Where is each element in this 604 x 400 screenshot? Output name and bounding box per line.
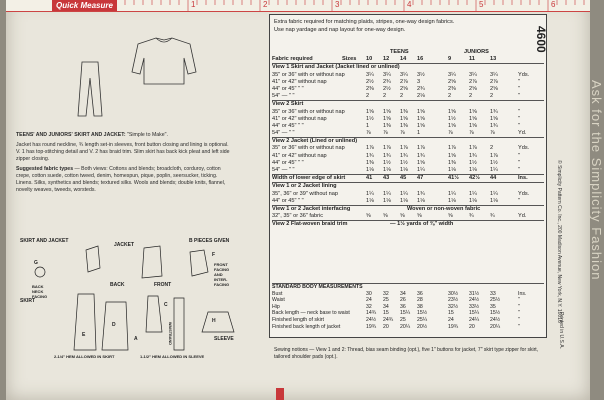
unit-label: ": [518, 316, 520, 323]
intro-line-2: Use nap yardage and nap layout for one-way design.: [274, 26, 406, 33]
yardage-value: 2: [448, 93, 452, 100]
yardage-value: 1⅝: [383, 115, 391, 122]
yardage-value: 1¼: [366, 190, 374, 197]
std-value: 20: [383, 323, 389, 330]
size-header: 16: [417, 56, 424, 63]
sizes-label: Sizes: [342, 56, 357, 63]
yardage-value: 1⅛: [400, 167, 408, 173]
yardage-value: 1¾: [490, 122, 498, 129]
yardage-value: 1⅜: [383, 122, 391, 129]
yardage-row: [272, 93, 544, 100]
std-value: 19¾: [448, 323, 459, 330]
std-value: 31½: [469, 290, 480, 297]
size-header: 9: [448, 56, 452, 63]
yardage-value: ⅝: [400, 213, 405, 220]
yardage-value: ¾: [490, 213, 495, 220]
yardage-value: 1½: [448, 115, 456, 122]
section-title-text: View 1 or 2 Jacket interfacing: [272, 205, 351, 212]
fabric-required-label: Fabric required: [272, 56, 313, 63]
yardage-row: [272, 109, 544, 116]
pattern-pieces-diagram: [14, 232, 244, 362]
yardage-value: 3: [417, 78, 421, 85]
yardage-value: 2⅜: [448, 85, 456, 92]
yardage-value: ⅝: [366, 213, 371, 220]
fabrics-heading: Suggested fabric types: [16, 166, 74, 172]
yardage-value: 1: [417, 130, 421, 137]
std-row: [272, 310, 544, 317]
yardage-value: 1⅛: [417, 197, 425, 204]
std-label: Finished back length of jacket: [272, 323, 341, 330]
row-label: Width of lower edge of skirt: [272, 175, 346, 182]
section-title: [272, 220, 544, 228]
unit-label: ": [518, 159, 520, 166]
yardage-value: 1¼: [490, 167, 498, 173]
unit-label: ": [518, 167, 520, 173]
ruler-label: Quick Measure: [52, 0, 117, 11]
yardage-value: 1⅞: [490, 152, 498, 159]
yardage-value: 1⅛: [469, 197, 477, 204]
description-block: [16, 132, 234, 197]
std-value: 25: [383, 297, 389, 304]
ruler-mark-bottom: [276, 388, 284, 400]
yardage-value: 3¼: [366, 71, 374, 78]
yardage-value: 2: [366, 93, 370, 100]
label-h: H: [212, 318, 216, 324]
row-label: 54" — " ": [272, 130, 295, 137]
label-back: BACK: [110, 282, 125, 288]
row-label: 54" — " ": [272, 167, 295, 173]
yardage-value: ⅞: [490, 130, 495, 137]
unit-label: Ins.: [518, 175, 528, 182]
ruler-number: 1: [191, 0, 196, 9]
yardage-value: 1¾: [417, 190, 425, 197]
yardage-intro: [274, 19, 542, 34]
yardage-value: 1⅝: [469, 122, 477, 129]
yardage-row: [272, 160, 544, 167]
yardage-value: 2⅝: [469, 85, 477, 92]
yardage-value: 1½: [400, 159, 408, 166]
width-value: 42½: [469, 175, 480, 182]
yardage-value: 1⅛: [448, 197, 456, 204]
unit-label: Ins.: [518, 290, 527, 297]
yardage-value: 1¾: [400, 152, 408, 159]
group-header-row: [272, 49, 544, 56]
yardage-value: 3¼: [490, 71, 498, 78]
quick-measure-ruler: [6, 0, 590, 12]
std-label: Waist: [272, 297, 285, 304]
yardage-row: [272, 145, 544, 152]
yardage-row: [272, 213, 544, 220]
std-value: 15: [448, 310, 454, 317]
std-value: 35: [490, 303, 496, 310]
std-value: 33: [490, 290, 496, 297]
yardage-value: 1⅝: [469, 115, 477, 122]
row-label: 44" or 45" " ": [272, 85, 304, 92]
std-row: [272, 304, 544, 311]
yardage-value: 1⅝: [448, 108, 456, 115]
yardage-value: 1½: [490, 159, 498, 166]
label-skirt-jacket: SKIRT AND JACKET: [20, 238, 69, 244]
std-value: 20¼: [400, 323, 411, 330]
yardage-row: [272, 123, 544, 130]
std-value: 24¾: [383, 316, 394, 323]
label-back-neck: BACK NECK FACING: [32, 284, 48, 299]
yardage-value: 1⅞: [417, 145, 425, 152]
row-label: 35" or 36" with or without nap: [272, 108, 345, 115]
description-tagline: "Simple to Make".: [127, 132, 168, 138]
std-value: 24½: [490, 316, 501, 323]
yardage-value: ⅝: [417, 213, 422, 220]
std-value: 15½: [490, 310, 501, 317]
yardage-value: 2⅞: [490, 78, 498, 85]
std-value: 15¼: [469, 310, 480, 317]
width-value: 41: [366, 175, 373, 182]
std-value: 20¼: [490, 323, 501, 330]
size-header: 12: [383, 56, 390, 63]
yardage-value: 1¾: [383, 152, 391, 159]
yardage-value: ⅝: [383, 213, 388, 220]
std-row: [272, 297, 544, 304]
std-value: 25½: [490, 297, 501, 304]
width-value: 43: [383, 175, 390, 182]
section-title: [272, 182, 544, 190]
ruler-number: 6: [551, 0, 556, 9]
yardage-value: 1⅝: [366, 108, 374, 115]
section-title-text: View 1 or 2 Jacket lining: [272, 183, 337, 190]
unit-label: Yd.: [518, 130, 527, 137]
yardage-value: 1¼: [490, 190, 498, 197]
std-value: 32½: [448, 303, 459, 310]
label-hem-sleeve: 1-1/2" HEM ALLOWED IN SLEEVE: [140, 354, 205, 359]
label-e: E: [82, 332, 86, 338]
yardage-value: ⅞: [448, 130, 453, 137]
yardage-value: 1¾: [417, 152, 425, 159]
yardage-value: 1⅝: [400, 115, 408, 122]
yardage-row: [272, 116, 544, 123]
label-d: D: [112, 322, 116, 328]
yardage-value: 2⅝: [490, 85, 498, 92]
std-value: 23½: [448, 297, 459, 304]
yardage-value: 1⅝: [383, 108, 391, 115]
std-value: 24¼: [469, 316, 480, 323]
description-text: Jacket has round neckline, ¾ length set-in sleeves, front button closing and lining is optional. V. 1 has top-stitching detail and V. 2 has braid trim. Slim skirt has back kick pleat and left side zipper closing.: [16, 142, 230, 162]
yardage-value: 1⅛: [400, 197, 408, 204]
unit-label: Yds.: [518, 190, 530, 197]
yardage-value: 2½: [383, 85, 391, 92]
yardage-row: [272, 191, 544, 198]
pattern-envelope-back: [6, 0, 604, 400]
yardage-value: 2¾: [417, 85, 425, 92]
unit-label: ": [518, 303, 520, 310]
yardage-value: ¾: [469, 213, 474, 220]
std-value: 15¼: [400, 310, 411, 317]
row-label: 35", 36" or 39" without nap: [272, 190, 338, 197]
yardage-table: [272, 49, 544, 229]
yardage-value: 1⅛: [366, 167, 374, 173]
width-value: 47: [417, 175, 424, 182]
section-title-text: View 1 Skirt and Jacket (Jacket lined or unlined): [272, 64, 400, 71]
yardage-value: 1¼: [400, 190, 408, 197]
unit-label: ": [518, 323, 520, 330]
yardage-value: 3¼: [400, 71, 408, 78]
yardage-value: 1⅜: [366, 159, 374, 166]
yardage-value: ⅝: [448, 213, 453, 220]
yardage-value: 1¾: [469, 152, 477, 159]
label-a: A: [134, 336, 138, 342]
yardage-value: ⅞: [469, 130, 474, 137]
yardage-value: 2: [383, 93, 387, 100]
unit-label: Yds.: [518, 145, 530, 152]
yardage-value: 2: [490, 145, 494, 152]
yardage-value: ⅞: [383, 130, 388, 137]
yardage-row: [272, 167, 544, 174]
yardage-value: 3¼: [383, 71, 391, 78]
width-value: 45: [400, 175, 407, 182]
std-label: Back length — neck base to waist: [272, 310, 350, 317]
yardage-value: 1⅞: [383, 145, 391, 152]
label-f: F: [212, 252, 216, 258]
yardage-value: 1⅜: [448, 159, 456, 166]
yardage-value: 1⅞: [400, 145, 408, 152]
yardage-value: 1¾: [366, 152, 374, 159]
label-front-facing: FRONT FACING AND INTER- FACING: [214, 262, 230, 287]
std-value: 34: [383, 303, 389, 310]
unit-label: ": [518, 108, 520, 115]
row-label: 35" or 36" with or without nap: [272, 145, 345, 152]
garment-sketch: [78, 28, 198, 118]
yardage-value: 3¼: [448, 71, 456, 78]
yardage-value: 1⅛: [448, 167, 456, 173]
section-title: [272, 137, 544, 145]
yardage-value: 1⅝: [448, 152, 456, 159]
std-value: 14¾: [366, 310, 377, 317]
std-label: Bust: [272, 290, 283, 297]
std-value: 24: [366, 297, 372, 304]
section-title: [272, 100, 544, 108]
yardage-value: 1⅛: [383, 167, 391, 173]
std-value: 20½: [417, 323, 428, 330]
printed-in-text: Printed in U.S.A.: [558, 312, 564, 349]
label-waistband: WAISTBAND: [168, 322, 172, 345]
ruler-number: 4: [407, 0, 412, 9]
juniors-label: JUNIORS: [464, 49, 489, 55]
yardage-value: 2: [469, 93, 473, 100]
unit-label: ": [518, 78, 520, 85]
std-value: 15½: [417, 310, 428, 317]
std-value: 26: [400, 297, 406, 304]
sizes-header-row: [272, 56, 544, 63]
section-title: [272, 205, 544, 213]
unit-label: Yds.: [518, 71, 530, 78]
copyright-text: © Simplicity Pattern Co. Inc., 200 Madison Avenue, New York, N.Y. 10016: [556, 160, 562, 323]
yardage-value: 1½: [383, 159, 391, 166]
yardage-value: 1⅞: [469, 145, 477, 152]
yardage-value: 1¼: [417, 167, 425, 173]
std-value: 36: [417, 290, 423, 297]
std-value: 25: [400, 316, 406, 323]
unit-label: Yd.: [518, 213, 527, 220]
label-c: C: [164, 302, 168, 308]
yardage-value: 1½: [366, 115, 374, 122]
yardage-value: 1⅞: [448, 145, 456, 152]
row-label: 44" or 45" " ": [272, 159, 304, 166]
std-value: 36: [400, 303, 406, 310]
std-value: 33½: [469, 303, 480, 310]
row-label: 35" or 36" with or without nap: [272, 71, 345, 78]
ruler-number: 5: [479, 0, 484, 9]
std-row: [272, 324, 544, 331]
row-label: 41" or 42" without nap: [272, 78, 327, 85]
row-label: 32", 35" or 36" fabric: [272, 213, 324, 220]
fabrics-text: — Both views: Cottons and blends; broadcloth, corduroy, cotton crepe, cotton suede, cotton tweed, denim, homespun, pique, poplin, seersucker, ticking. Linens. Silks, synthetics and blends; textured silks. Wools and blends; double knits, flannel, novelty weaves, tweeds, worsteds.: [16, 166, 226, 193]
yardage-value: 1¼: [448, 190, 456, 197]
yardage-value: 1⅞: [366, 145, 374, 152]
section-title-text: View 2 Flat-woven braid trim: [272, 221, 348, 228]
yardage-row: [272, 153, 544, 160]
label-b-pieces: B PIECES GIVEN: [189, 238, 230, 244]
row-label: 44" or 45" " ": [272, 197, 304, 204]
braid-text: — 1½ yards of ⅜" width: [390, 221, 454, 228]
size-header: 14: [400, 56, 407, 63]
yardage-value: 2⅝: [448, 78, 456, 85]
section-title-text: View 2 Skirt: [272, 101, 304, 108]
std-value: 24½: [366, 316, 377, 323]
yardage-value: 2: [400, 93, 404, 100]
std-value: 15: [383, 310, 389, 317]
yardage-row: [272, 130, 544, 137]
ruler-number: 2: [263, 0, 268, 9]
yardage-row: [272, 72, 544, 79]
std-label: Finished length of skirt: [272, 316, 324, 323]
std-row: [272, 291, 544, 298]
yardage-value: ⅞: [400, 130, 405, 137]
ruler-number: 3: [335, 0, 340, 9]
ruler-ticks: [6, 0, 590, 11]
std-title-text: STANDARD BODY MEASUREMENTS: [272, 284, 363, 290]
yardage-value: 2½: [366, 78, 374, 85]
yardage-value: 2⅜: [366, 85, 374, 92]
pattern-pieces-drawing: [14, 232, 244, 362]
row-label: 44" or 45" " ": [272, 122, 304, 129]
yardage-value: 1⅛: [469, 167, 477, 173]
size-header: 10: [366, 56, 373, 63]
section-title-text: View 2 Jacket (Lined or unlined): [272, 138, 358, 145]
label-hem-skirt: 2-1/4" HEM ALLOWED IN SKIRT: [54, 354, 115, 359]
yardage-value: 1⅝: [417, 122, 425, 129]
yardage-value: 1⅝: [417, 108, 425, 115]
std-row: [272, 317, 544, 324]
std-value: 34: [400, 290, 406, 297]
unit-label: ": [518, 197, 520, 204]
yardage-value: 1⅜: [400, 108, 408, 115]
yardage-value: 1⅝: [417, 115, 425, 122]
yardage-row: [272, 79, 544, 86]
label-g: G: [34, 260, 38, 266]
section-title: [272, 63, 544, 71]
yardage-value: 1⅝: [417, 159, 425, 166]
yardage-value: 1⅝: [469, 108, 477, 115]
yardage-value: ⅞: [366, 130, 371, 137]
unit-label: ": [518, 297, 520, 304]
yardage-value: 1⅛: [383, 197, 391, 204]
ask-for-simplicity-text: Ask for the Simplicity Fashion: [589, 80, 604, 281]
unit-label: ": [518, 310, 520, 317]
unit-label: ": [518, 85, 520, 92]
yardage-chart: [269, 14, 547, 360]
description-heading: TEENS' AND JUNIORS' SKIRT AND JACKET:: [16, 132, 126, 138]
std-value: 28: [417, 297, 423, 304]
std-value: 32: [383, 290, 389, 297]
std-value: 30½: [448, 290, 459, 297]
std-value: 38: [417, 303, 423, 310]
unit-label: ": [518, 122, 520, 129]
width-value: 41½: [448, 175, 459, 182]
yardage-value: 2: [490, 93, 494, 100]
std-value: 20: [469, 323, 475, 330]
std-label: Hip: [272, 303, 280, 310]
std-value: 19¾: [366, 323, 377, 330]
width-value: 44: [490, 175, 497, 182]
yardage-value: 1⅛: [366, 197, 374, 204]
unit-label: ": [518, 152, 520, 159]
label-front: FRONT: [154, 282, 172, 288]
std-value: 24½: [469, 297, 480, 304]
size-header: 13: [490, 56, 497, 63]
interfacing-note: Woven or non-woven fabric: [407, 205, 481, 212]
intro-line-1: Extra fabric required for matching plaids, stripes, one-way design fabrics.: [274, 19, 455, 25]
yardage-value: 2⅛: [417, 93, 425, 100]
width-row: [272, 174, 544, 182]
yardage-value: 2⅝: [400, 85, 408, 92]
std-title: [272, 283, 544, 291]
yardage-value: 2⅞: [400, 78, 408, 85]
standard-measurements-table: [272, 283, 544, 330]
yardage-value: 1⅜: [400, 122, 408, 129]
std-value: 32: [366, 303, 372, 310]
pattern-number: 4600: [534, 26, 548, 53]
yardage-value: 1: [366, 122, 370, 129]
std-value: 30: [366, 290, 372, 297]
row-label: 41" or 42" without nap: [272, 115, 327, 122]
yardage-value: 3¼: [469, 71, 477, 78]
label-jacket: JACKET: [114, 242, 135, 248]
label-skirt: SKIRT: [20, 298, 35, 304]
yardage-row: [272, 198, 544, 205]
unit-label: ": [518, 93, 520, 100]
yardage-row: [272, 86, 544, 93]
label-sleeve: SLEEVE: [214, 336, 234, 342]
yardage-value: 2⅞: [469, 78, 477, 85]
row-label: 54" — " ": [272, 93, 295, 100]
yardage-value: 1¼: [469, 190, 477, 197]
row-label: 41" or 42" without nap: [272, 152, 327, 159]
size-header: 11: [469, 56, 475, 63]
yardage-value: 3½: [417, 71, 425, 78]
unit-label: ": [518, 115, 520, 122]
teens-label: TEENS: [390, 49, 409, 55]
yardage-value: 2¾: [383, 78, 391, 85]
std-value: 25¼: [417, 316, 428, 323]
yardage-value: 1⅝: [490, 115, 498, 122]
yardage-value: 1⅝: [448, 122, 456, 129]
yardage-value: 1¾: [490, 108, 498, 115]
sewing-notions: Sewing notions — View 1 and 2: Thread, bias seam binding (opt.), five 1" buttons for jacket, 7" skirt type zipper for skirt, tailored shoulder pads (opt.).: [274, 347, 539, 360]
yardage-value: 1⅛: [490, 197, 498, 204]
std-value: 24: [448, 316, 454, 323]
yardage-value: 1½: [469, 159, 477, 166]
yardage-value: 1¼: [383, 190, 391, 197]
